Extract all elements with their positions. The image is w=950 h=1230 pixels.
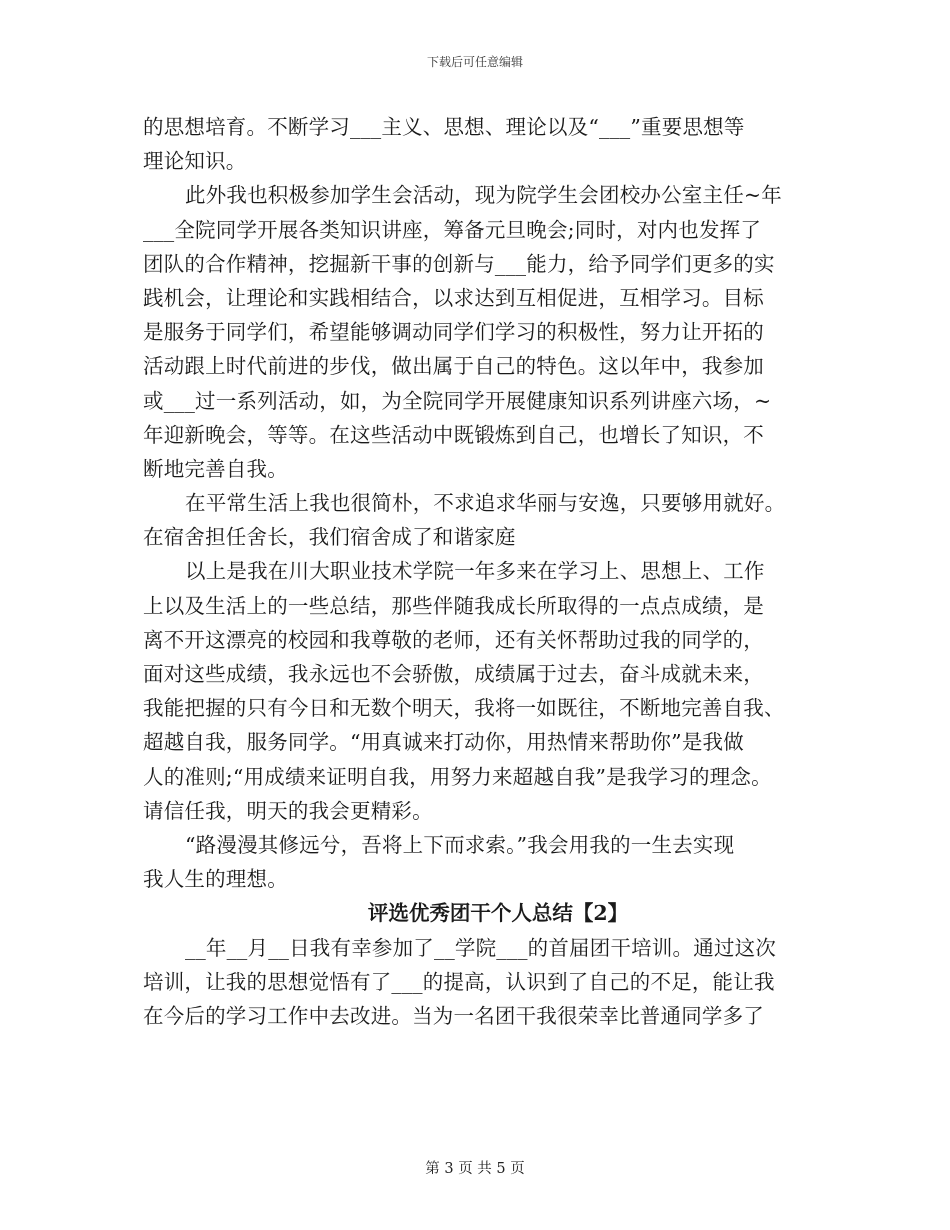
body-line: 是服务于同学们，希望能够调动同学们学习的积极性，努力让开拓的	[143, 320, 764, 345]
body-line: 培训，让我的思想觉悟有了___的提高，认识到了自己的不足，能让我	[143, 969, 775, 994]
document-body	[143, 110, 823, 1033]
body-line: 断地完善自我。	[143, 456, 288, 481]
paragraph-start-line: __年__月__日我有幸参加了__学院___的首届团干培训。通过这次	[185, 935, 777, 960]
body-line: 我人生的理想。	[143, 867, 288, 892]
body-line: 践机会，让理论和实践相结合，以求达到互相促进，互相学习。目标	[143, 285, 764, 310]
body-line: 活动跟上时代前进的步伐，做出属于自己的特色。这以年中，我参加	[143, 354, 764, 379]
body-line: 在今后的学习工作中去改进。当为一名团干我很荣幸比普通同学多了	[143, 1003, 764, 1028]
body-line: 人的准则;“用成绩来证明自我，用努力来超越自我”是我学习的理念。	[143, 764, 772, 789]
body-line: 离不开这漂亮的校园和我尊敬的老师，还有关怀帮助过我的同学的，	[143, 627, 764, 652]
body-line: 年迎新晚会，等等。在这些活动中既锻炼到自己，也增长了知识，不	[143, 422, 764, 447]
page-header: 下载后可任意编辑	[426, 55, 523, 69]
body-line: 我能把握的只有今日和无数个明天，我将一如既往，不断地完善自我、	[143, 696, 785, 721]
page-number-footer: 第 3 页 共 5 页	[425, 1161, 525, 1177]
body-line: 请信任我，明天的我会更精彩。	[143, 798, 433, 823]
body-line: ___全院同学开展各类知识讲座，筹备元旦晚会;同时，对内也发挥了	[143, 217, 762, 242]
paragraph-start-line: 在平常生活上我也很简朴，不求追求华丽与安逸，只要够用就好。	[185, 491, 786, 516]
body-line: 的思想培育。不断学习___主义、思想、理论以及“___”重要思想等	[143, 115, 745, 139]
paragraph-start-line: “路漫漫其修远兮，吾将上下而求索。”我会用我的一生去实现	[185, 832, 735, 857]
paragraph-start-line: 此外我也积极参加学生会活动，现为院学生会团校办公室主任~年	[185, 183, 782, 208]
body-line: 在宿舍担任舍长，我们宿舍成了和谐家庭	[143, 525, 516, 550]
body-line: 超越自我，服务同学。“用真诚来打动你，用热情来帮助你”是我做	[143, 730, 744, 755]
body-line: 理论知识。	[143, 149, 247, 174]
body-line: 上以及生活上的一些总结，那些伴随我成长所取得的一点点成绩，是	[143, 593, 764, 618]
paragraph-start-line: 以上是我在川大职业技术学院一年多来在学习上、思想上、工作	[185, 559, 765, 584]
body-line: 团队的合作精神，挖掘新干事的创新与___能力，给予同学们更多的实	[143, 251, 775, 276]
section-heading: 评选优秀团干个人总结【2】	[367, 901, 629, 926]
body-line: 面对这些成绩，我永远也不会骄傲，成绩属于过去，奋斗成就未来，	[143, 662, 764, 686]
body-line: 或___过一系列活动，如，为全院同学开展健康知识系列讲座六场，~	[143, 388, 772, 413]
